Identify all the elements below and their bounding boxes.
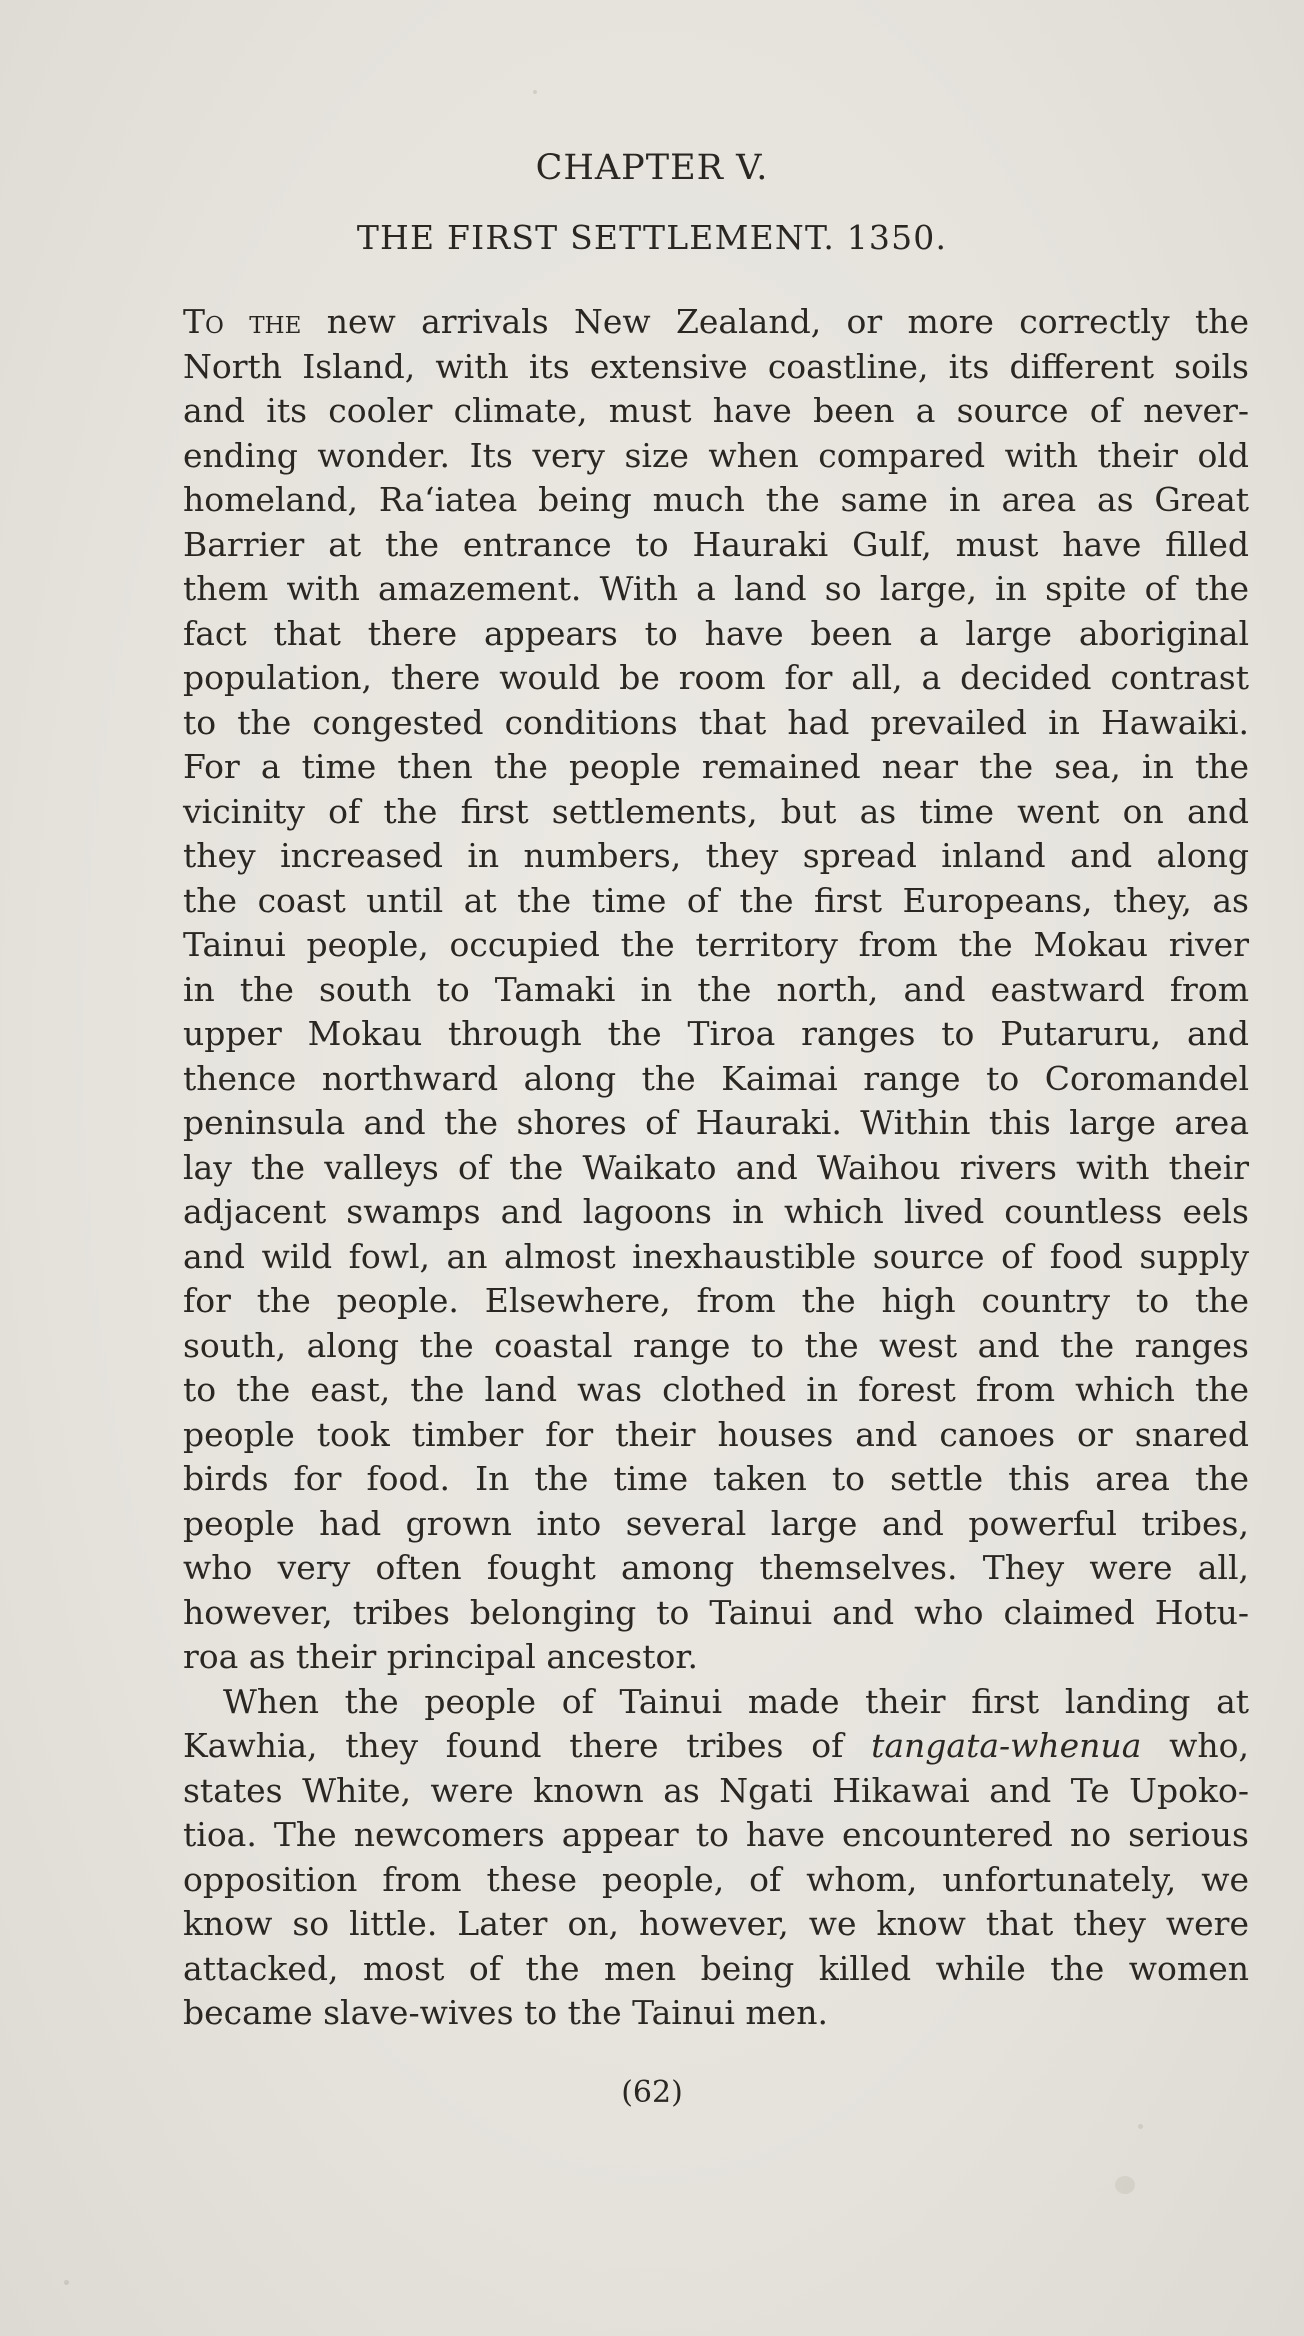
lead-smallcaps: To the <box>183 302 302 341</box>
paragraph-line: homeland, Ra‘iatea being much the same in area as Great <box>183 480 1249 519</box>
paragraph-line: for the people. Elsewhere, from the high country to the <box>183 1281 1249 1320</box>
italic-term: tangata-whenua <box>871 1726 1142 1765</box>
page-number: (62) <box>621 2075 683 2110</box>
paragraph-line: ending wonder. Its very size when compared with their old <box>183 435 1249 475</box>
paragraph-line: thence northward along the Kaimai range to Coromandel <box>183 1058 1249 1098</box>
paragraph-line: peninsula and the shores of Hauraki. Within this large area <box>183 1103 1249 1142</box>
paragraph-1 <box>183 300 1249 1680</box>
paragraph-line: people took timber for their houses and canoes or snared <box>183 1414 1249 1454</box>
paragraph-line: and its cooler climate, must have been a source of never- <box>183 391 1249 430</box>
paragraph-line: lay the valleys of the Waikato and Waihou rivers with their <box>183 1147 1249 1187</box>
paragraph-line: they increased in numbers, they spread inland and along <box>183 836 1249 875</box>
paragraph-line: adjacent swamps and lagoons in which lived countless eels <box>183 1192 1249 1231</box>
paragraph-line: attacked, most of the men being killed while the women <box>183 1948 1249 1988</box>
paragraph-2 <box>183 1680 1249 2036</box>
paragraph-line: and wild fowl, an almost inexhaustible source of food supply <box>183 1236 1249 1276</box>
chapter-title: THE FIRST SETTLEMENT. 1350. <box>356 218 948 257</box>
paragraph-line: to the congested conditions that had prevailed in Hawaiki. <box>183 702 1249 742</box>
paper-speck <box>1115 2176 1135 2194</box>
paragraph-line: tioa. The newcomers appear to have encountered no serious <box>183 1815 1249 1854</box>
paragraph-line: Tainui people, occupied the territory from the Mokau river <box>183 925 1249 964</box>
chapter-number: CHAPTER V. <box>535 148 769 188</box>
paragraph-line: became slave-wives to the Tainui men. <box>183 1993 828 2032</box>
paragraph-line: fact that there appears to have been a large aboriginal <box>183 613 1249 653</box>
paragraph-line: vicinity of the first settlements, but as time went on and <box>183 791 1249 831</box>
paragraph-line: them with amazement. With a land so large, in spite of the <box>183 569 1249 608</box>
paragraph-line: however, tribes belonging to Tainui and who claimed Hotu- <box>183 1592 1249 1632</box>
paper-speck <box>64 2280 69 2285</box>
paragraph-line: who very often fought among themselves. They were all, <box>183 1548 1249 1587</box>
paragraph-line: people had grown into several large and powerful tribes, <box>183 1503 1249 1543</box>
paragraph-line: states White, were known as Ngati Hikawai and Te Upoko- <box>183 1770 1249 1810</box>
paragraph-line: Barrier at the entrance to Hauraki Gulf, must have filled <box>183 524 1249 564</box>
paragraph-line: Kawhia, they found there tribes of tangata-whenua who, <box>183 1726 1249 1765</box>
paper-speck <box>1138 2124 1143 2129</box>
paragraph-line: roa as their principal ancestor. <box>183 1637 698 1676</box>
paper-speck <box>533 90 537 94</box>
paragraph-line: For a time then the people remained near the sea, in the <box>183 747 1249 786</box>
paragraph-line: To the new arrivals New Zealand, or more correctly the <box>183 302 1250 341</box>
body-text <box>183 300 1249 2036</box>
paragraph-line: opposition from these people, of whom, unfortunately, we <box>183 1859 1249 1899</box>
paragraph-line: in the south to Tamaki in the north, and eastward from <box>183 969 1249 1009</box>
paragraph-line: When the people of Tainui made their first landing at <box>223 1681 1249 1721</box>
paragraph-line: the coast until at the time of the first Europeans, they, as <box>183 880 1249 920</box>
paragraph-line: population, there would be room for all, a decided contrast <box>183 658 1249 697</box>
paragraph-line: upper Mokau through the Tiroa ranges to Putaruru, and <box>183 1014 1249 1053</box>
paragraph-line: to the east, the land was clothed in forest from which the <box>183 1370 1249 1409</box>
paragraph-line: birds for food. In the time taken to settle this area the <box>183 1459 1249 1498</box>
paragraph-line: south, along the coastal range to the west and the ranges <box>183 1325 1249 1365</box>
paragraph-line: North Island, with its extensive coastline, its different soils <box>183 346 1249 386</box>
paragraph-line: know so little. Later on, however, we know that they were <box>183 1904 1249 1943</box>
